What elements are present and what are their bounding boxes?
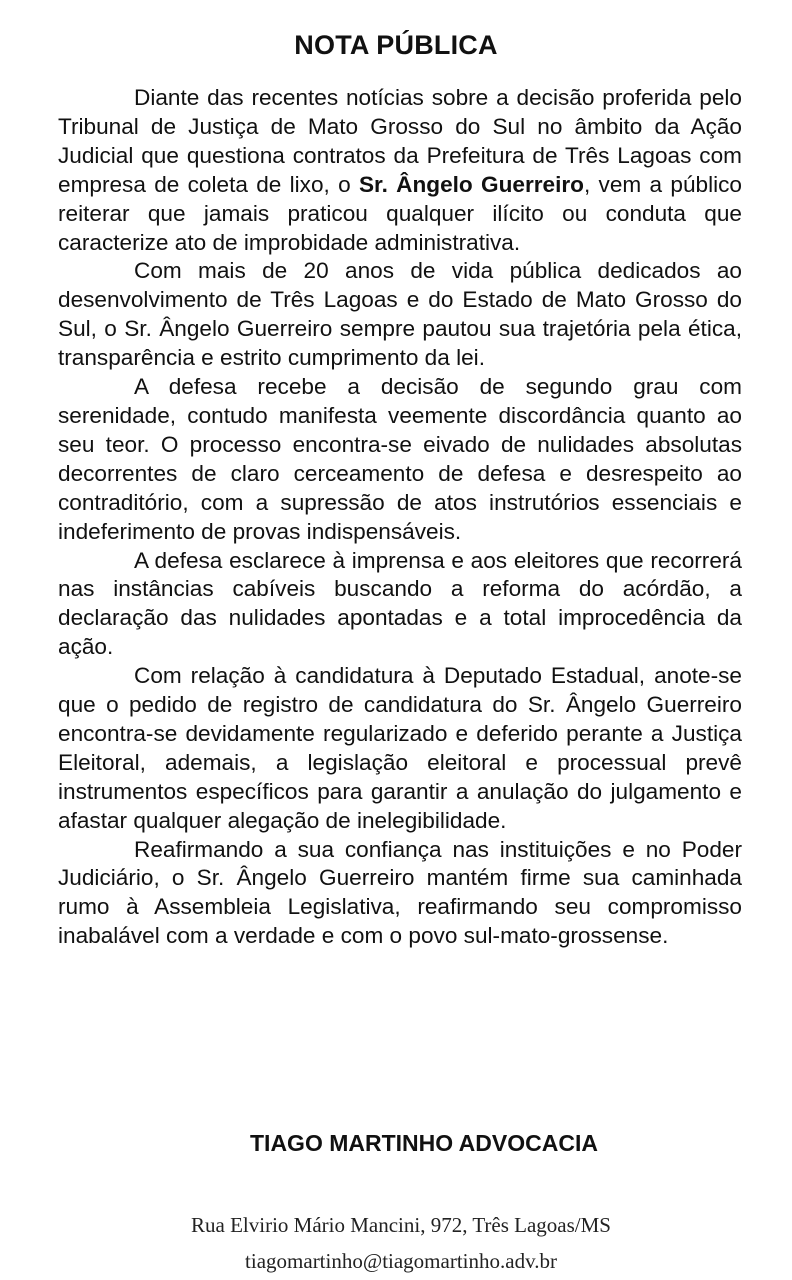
paragraph-2: Com mais de 20 anos de vida pública dedicados ao desenvolvimento de Três Lagoas e do Estado de Mato Grosso do Sul, o Sr. Ângelo Guerreiro sempre pautou sua trajetória pela ética, transparência e estrito cumprimento da lei. (58, 258, 742, 371)
paragraph-5: Com relação à candidatura à Deputado Estadual, anote-se que o pedido de registro de candidatura do Sr. Ângelo Guerreiro encontra-se devidamente regularizado e deferido perante a Justiça Eleitoral, ademais, a legislação eleitoral e processual prevê instrumentos específicos para garantir a anulação do julgamento e afastar qualquer alegação de inelegibilidade. (58, 663, 742, 833)
paragraph-4: A defesa esclarece à imprensa e aos eleitores que recorrerá nas instâncias cabíveis buscando a reforma do acórdão, a declaração das nulidades apontadas e a total improcedência da ação. (58, 547, 742, 660)
signature-law-firm: TIAGO MARTINHO ADVOCACIA (250, 1130, 598, 1156)
document-title: NOTA PÚBLICA (294, 30, 498, 60)
document-body (58, 84, 742, 951)
paragraph-1-text-start: Diante das recentes notícias sobre a decisão proferida pelo Tribunal de Justiça de Mato Grosso do Sul no âmbito da Ação Judicial que questiona contratos da Prefeitura de Três Lagoas com empresa de coleta de lixo, o (58, 85, 742, 197)
footer-email: tiagomartinho@tiagomartinho.adv.br (245, 1249, 557, 1273)
paragraph-1-bold-name: Sr. Ângelo Guerreiro (358, 171, 584, 197)
paragraph-1-text-end: , vem a público reiterar que jamais praticou qualquer ilícito ou conduta que caracterize ato de improbidade administrativa. (58, 171, 742, 255)
paragraph-6: Reafirmando a sua confiança nas instituições e no Poder Judiciário, o Sr. Ângelo Guerreiro mantém firme sua caminhada rumo à Assembleia Legislativa, reafirmando seu compromisso inabalável com a verdade e com o povo sul-mato-grossense. (58, 836, 742, 949)
paragraph-1 (58, 84, 742, 257)
footer-address: Rua Elvirio Mário Mancini, 972, Três Lagoas/MS (191, 1213, 611, 1237)
paragraph-3: A defesa recebe a decisão de segundo grau com serenidade, contudo manifesta veemente discordância quanto ao seu teor. O processo encontra-se eivado de nulidades absolutas decorrentes de claro cerceamento de defesa e desrespeito ao contraditório, com a supressão de atos instrutórios essenciais e indeferimento de provas indispensáveis. (58, 374, 742, 544)
